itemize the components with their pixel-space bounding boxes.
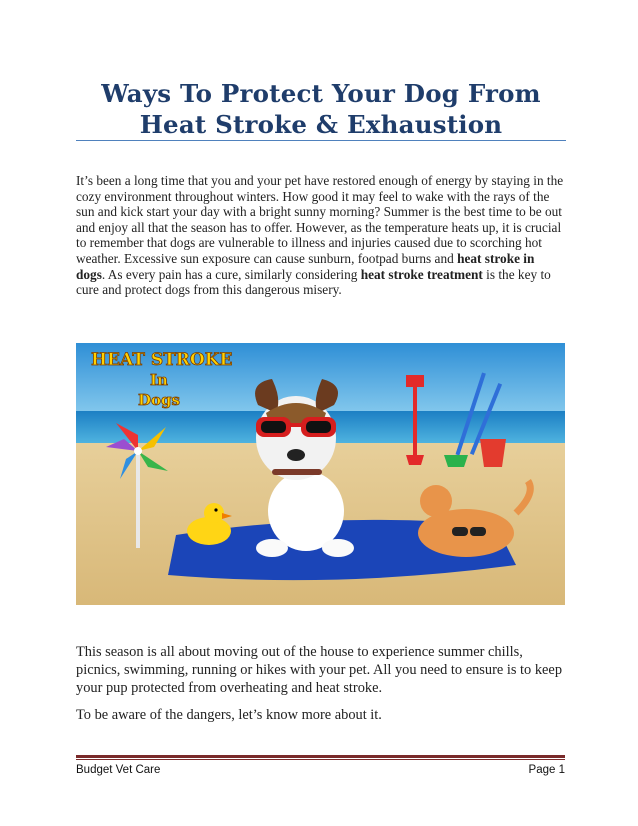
banner-line-1: HEAT STROKE xyxy=(91,350,233,370)
intro-text-c: is the key to cure and protect dogs from this dangerous misery. xyxy=(76,266,551,298)
title-line-1: Ways To Protect Your Dog From xyxy=(101,79,541,108)
dangers-paragraph: To be aware of the dangers, let’s know more about it. xyxy=(76,707,382,723)
title-divider xyxy=(76,140,566,141)
footer-company-name: Budget Vet Care xyxy=(76,764,161,776)
footer-divider-thick xyxy=(76,755,565,758)
footer-page-number: Page 1 xyxy=(528,764,565,776)
banner-line-3: Dogs xyxy=(138,391,180,409)
summer-paragraph: This season is all about moving out of the house to experience summer chills, picnics, swimming, running or hikes with your pet. All you need to ensure is to keep your pup protected from overheating and heat stroke. xyxy=(76,644,563,696)
beach-dog-illustration xyxy=(76,343,565,605)
banner-line-2: In xyxy=(150,371,168,389)
intro-text-a: It’s been a long time that you and your pet have restored enough of energy by staying in the cozy environment throughout winters. How good it may feel to wake with the rays of the sun and kick start your day with a bright sunny morning? Summer is the best time to be out and enjoy all that the season has to offer. However, as the temperature heats up, it is crucial to remember that dogs are vulnerable to illness and injuries caused due to scorching hot weather. Excessive sun exposure can cause sunburn, footpad burns and xyxy=(76,173,564,266)
page-title xyxy=(76,78,566,140)
intro-bold-heat-stroke-in-dogs: heat stroke in dogs xyxy=(76,250,535,282)
intro-text-b: . As every pain has a cure, similarly considering xyxy=(101,266,361,282)
footer-divider-thin xyxy=(76,759,565,760)
title-line-2: Heat Stroke & Exhaustion xyxy=(139,110,503,139)
intro-bold-heat-stroke-treatment: heat stroke treatment xyxy=(360,266,483,282)
heat-stroke-photo xyxy=(76,343,565,605)
intro-paragraph xyxy=(76,173,566,298)
